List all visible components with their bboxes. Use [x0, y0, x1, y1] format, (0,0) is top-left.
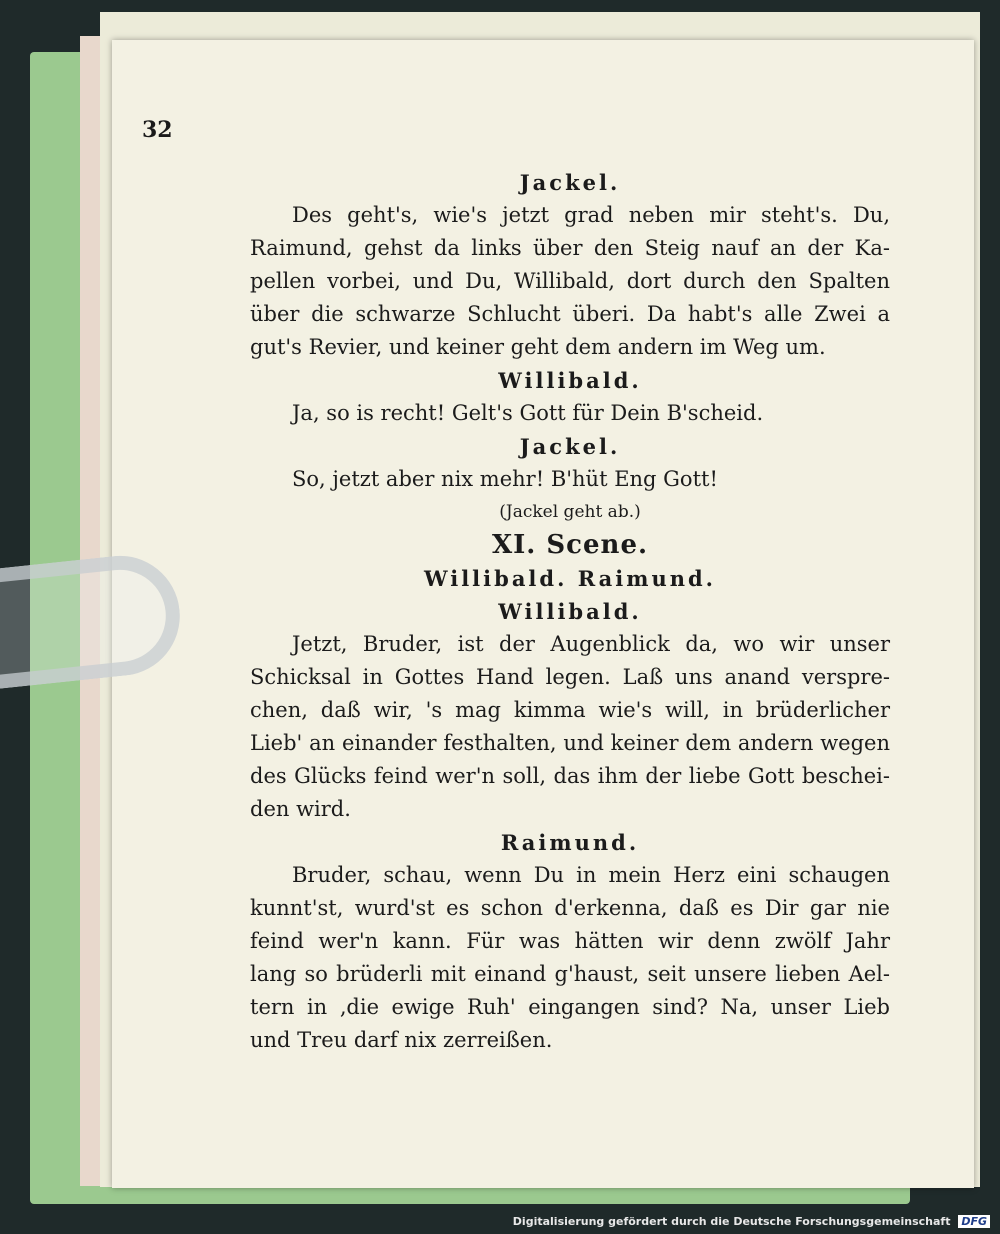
text-line: den wird.	[250, 797, 351, 821]
text-line: tern in ‚die ewige Ruh' eingangen sind? Na, unser Lieb	[250, 995, 890, 1019]
text-line: gut's Revier, und keiner geht dem andern im Weg um.	[250, 335, 826, 359]
speaker-name: Jackel.	[519, 170, 621, 195]
dfg-logo: DFG	[958, 1215, 990, 1228]
page-number: 32	[142, 117, 173, 143]
text-line: Bruder, schau, wenn Du in mein Herz eini schaugen	[292, 863, 890, 887]
text-line: pellen vorbei, und Du, Willibald, dort durch den Spalten	[250, 269, 890, 293]
footer-text: Digitalisierung gefördert durch die Deutsche Forschungsgemeinschaft	[512, 1215, 951, 1228]
stage-direction: (Jackel geht ab.)	[499, 502, 641, 522]
text-line: Schicksal in Gottes Hand legen. Laß uns anand versprе-	[250, 665, 890, 689]
speaker-name: Willibald.	[498, 368, 642, 393]
text-line: des Glücks feind wer'n soll, das ihm der liebe Gott beschei-	[250, 764, 890, 788]
speaker-name: Willibald. Raimund.	[424, 566, 716, 591]
text-line: Ja, so is recht! Gelt's Gott für Dein B'scheid.	[292, 401, 764, 425]
text-line: Des geht's, wie's jetzt grad neben mir steht's. Du,	[292, 203, 890, 227]
text-line: kunnt'st, wurd'st es schon d'erkenna, daß es Dir gar nie	[250, 896, 890, 920]
text-line: So, jetzt aber nix mehr! B'hüt Eng Gott!	[292, 467, 718, 491]
page-text	[250, 166, 890, 1057]
text-line: chen, daß wir, 's mag kimma wie's will, in brüderlicher	[250, 698, 890, 722]
text-line: und Treu darf nix zerreißen.	[250, 1028, 553, 1052]
text-line: Lieb' an einander festhalten, und keiner dem andern wegen	[250, 731, 890, 755]
footer-credit	[513, 1215, 990, 1228]
text-line: über die schwarze Schlucht überi. Da habt's alle Zwei a	[250, 302, 890, 326]
text-line: lang so brüderli mit einand g'haust, seit unsere lieben Ael-	[250, 962, 890, 986]
speaker-name: Willibald.	[498, 599, 642, 624]
speaker-name: Raimund.	[500, 830, 640, 855]
text-line: feind wer'n kann. Für was hätten wir denn zwölf Jahr	[250, 929, 890, 953]
text-line: Jetzt, Bruder, ist der Augenblick da, wo wir unser	[292, 632, 890, 656]
speaker-name: Jackel.	[519, 434, 621, 459]
text-line: Raimund, gehst da links über den Steig nauf an der Ka-	[250, 236, 890, 260]
scene-heading: XI. Scene.	[491, 530, 649, 560]
